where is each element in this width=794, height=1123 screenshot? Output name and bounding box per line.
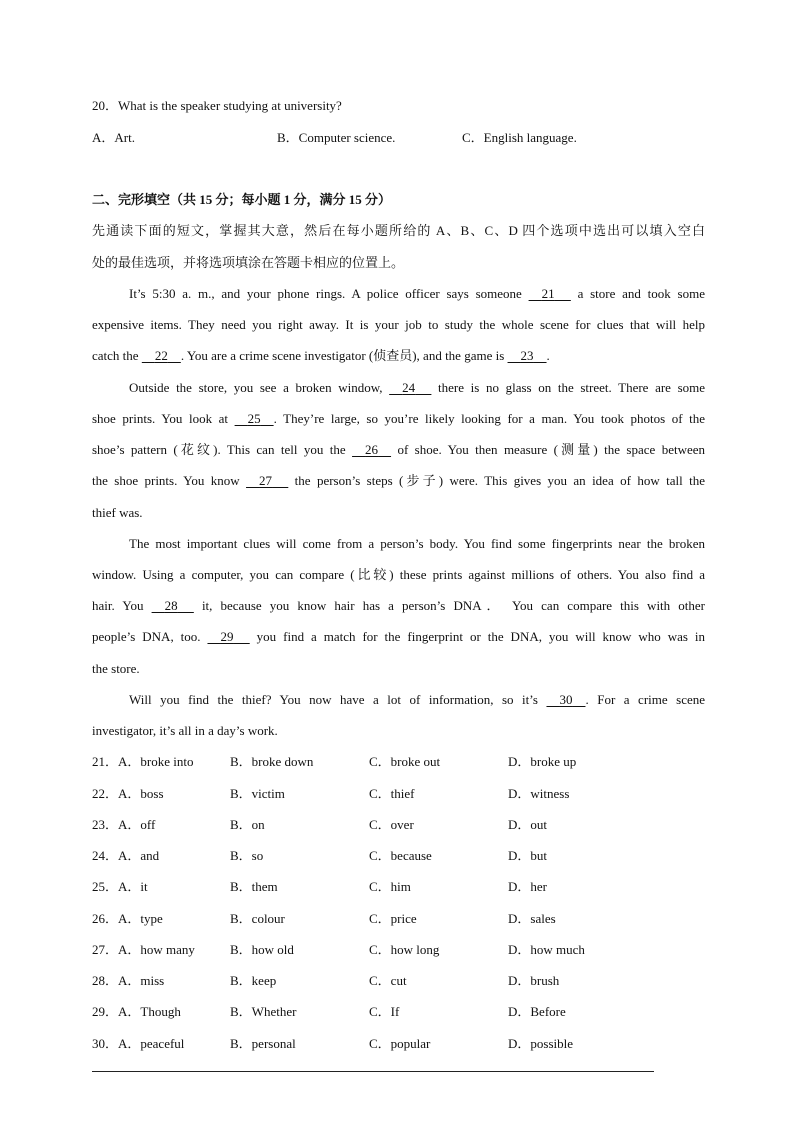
- passage-text: shoe prints. You look at: [92, 411, 229, 426]
- passage-text: .: [546, 348, 550, 363]
- choice-c: C．him: [369, 879, 411, 894]
- passage-line: expensive items. They need you right away. It is your job to study the whole scene for clues that will help: [92, 317, 705, 332]
- passage-line: the store.: [92, 661, 140, 676]
- choice-a: 22．A．boss: [92, 786, 164, 801]
- choice-d: D．possible: [508, 1036, 574, 1051]
- choice-b: B．victim: [230, 786, 285, 801]
- choice-d: D．broke up: [508, 754, 577, 769]
- choice-d: D．her: [508, 879, 547, 894]
- passage-line: thief was.: [92, 505, 143, 520]
- blank-28: 28: [164, 598, 178, 613]
- choice-c: C．thief: [369, 786, 415, 801]
- passage-line: [92, 286, 705, 302]
- choice-d: D．brush: [508, 973, 560, 988]
- choice-b: B．them: [230, 879, 278, 894]
- footer-divider: [92, 1071, 654, 1072]
- passage-line: The most important clues will come from a person’s body. You find some fingerprints near the broken: [129, 536, 705, 551]
- blank-30: 30: [559, 692, 573, 707]
- choice-b: B．Whether: [230, 1004, 297, 1019]
- passage-text: catch the: [92, 348, 139, 363]
- choice-d: D．witness: [508, 786, 570, 801]
- passage-line: window. Using a computer, you can compare (比较) these prints against millions of others. You also find a: [92, 567, 705, 582]
- choice-d: D．but: [508, 848, 548, 863]
- blank-22: 22: [154, 348, 168, 363]
- choice-b: B．personal: [230, 1036, 296, 1051]
- passage-text: . For a crime scene: [585, 692, 706, 707]
- q20-option-a: A．Art.: [92, 130, 135, 145]
- blank-21: 21: [541, 286, 555, 301]
- blank-24: 24: [402, 380, 416, 395]
- passage-line: [92, 692, 705, 708]
- passage-text: Outside the store, you see a broken window,: [129, 380, 383, 395]
- passage-line: [92, 411, 705, 427]
- passage-text: the person’s steps (步子) were. This gives you an idea of how tall the: [294, 473, 705, 488]
- passage-text: . You are a crime scene investigator (侦查员), and the game is: [180, 348, 505, 363]
- passage-text: the shoe prints. You know: [92, 473, 240, 488]
- q20-option-b: B．Computer science.: [277, 130, 396, 145]
- choice-c: C．broke out: [369, 754, 441, 769]
- passage-text: . They’re large, so you’re likely looking for a man. You took photos of the: [273, 411, 706, 426]
- choice-a: 25．A．it: [92, 879, 148, 894]
- passage-text: Will you find the thief? You now have a lot of information, so it’s: [129, 692, 538, 707]
- passage-line: investigator, it’s all in a day’s work.: [92, 723, 278, 738]
- blank-26: 26: [365, 442, 379, 457]
- section-instruction-2: 处的最佳选项，并将选项填涂在答题卡相应的位置上。: [92, 255, 405, 270]
- choice-a: 29．A．Though: [92, 1004, 181, 1019]
- blank-29: 29: [220, 629, 234, 644]
- blank-25: 25: [247, 411, 261, 426]
- passage-line: [92, 629, 705, 645]
- choice-d: D．sales: [508, 911, 556, 926]
- q20-option-c: C．English language.: [462, 130, 577, 145]
- choice-c: C．how long: [369, 942, 440, 957]
- choice-c: C．popular: [369, 1036, 431, 1051]
- passage-text: people’s DNA, too.: [92, 629, 201, 644]
- choice-c: C．over: [369, 817, 414, 832]
- choice-b: B．keep: [230, 973, 277, 988]
- passage-text: shoe’s pattern (花纹). This can tell you the: [92, 442, 346, 457]
- passage-line: [92, 598, 705, 614]
- passage-line: [92, 380, 705, 396]
- choice-a: 24．A．and: [92, 848, 160, 863]
- choice-a: 27．A．how many: [92, 942, 195, 957]
- choice-a: 30．A．peaceful: [92, 1036, 185, 1051]
- passage-text: of shoe. You then measure (测量) the space between: [397, 442, 706, 457]
- section-instruction-1: 先通读下面的短文，掌握其大意，然后在每小题所给的 A、B、C、D 四个选项中选出可以填入空白: [92, 223, 705, 238]
- choice-a: 28．A．miss: [92, 973, 165, 988]
- section-heading: 二、完形填空（共 15 分；每小题 1 分，满分 15 分）: [92, 192, 392, 207]
- choice-b: B．broke down: [230, 754, 314, 769]
- choice-d: D．Before: [508, 1004, 566, 1019]
- choice-c: C．cut: [369, 973, 407, 988]
- passage-line: [92, 348, 550, 364]
- choice-a: 23．A．off: [92, 817, 156, 832]
- blank-23: 23: [520, 348, 534, 363]
- passage-line: [92, 473, 705, 489]
- choice-d: D．how much: [508, 942, 585, 957]
- passage-text: hair. You: [92, 598, 144, 613]
- passage-text: a store and took some: [577, 286, 705, 301]
- choice-b: B．so: [230, 848, 264, 863]
- choice-d: D．out: [508, 817, 548, 832]
- choice-b: B．colour: [230, 911, 285, 926]
- passage-text: there is no glass on the street. There are some: [438, 380, 706, 395]
- passage-text: It’s 5:30 a. m., and your phone rings. A police officer says someone: [129, 286, 522, 301]
- blank-27: 27: [259, 473, 273, 488]
- choice-c: C．because: [369, 848, 432, 863]
- passage-line: [92, 442, 705, 458]
- choice-b: B．on: [230, 817, 265, 832]
- choice-a: 26．A．type: [92, 911, 163, 926]
- choice-c: C．price: [369, 911, 417, 926]
- choice-c: C．If: [369, 1004, 400, 1019]
- passage-text: you find a match for the fingerprint or the DNA, you will know who was in: [256, 629, 706, 644]
- passage-text: it, because you know hair has a person’s DNA． You can compare this with other: [201, 598, 705, 613]
- choice-b: B．how old: [230, 942, 294, 957]
- choice-a: 21．A．broke into: [92, 754, 194, 769]
- q20-stem: 20．What is the speaker studying at university?: [92, 98, 342, 113]
